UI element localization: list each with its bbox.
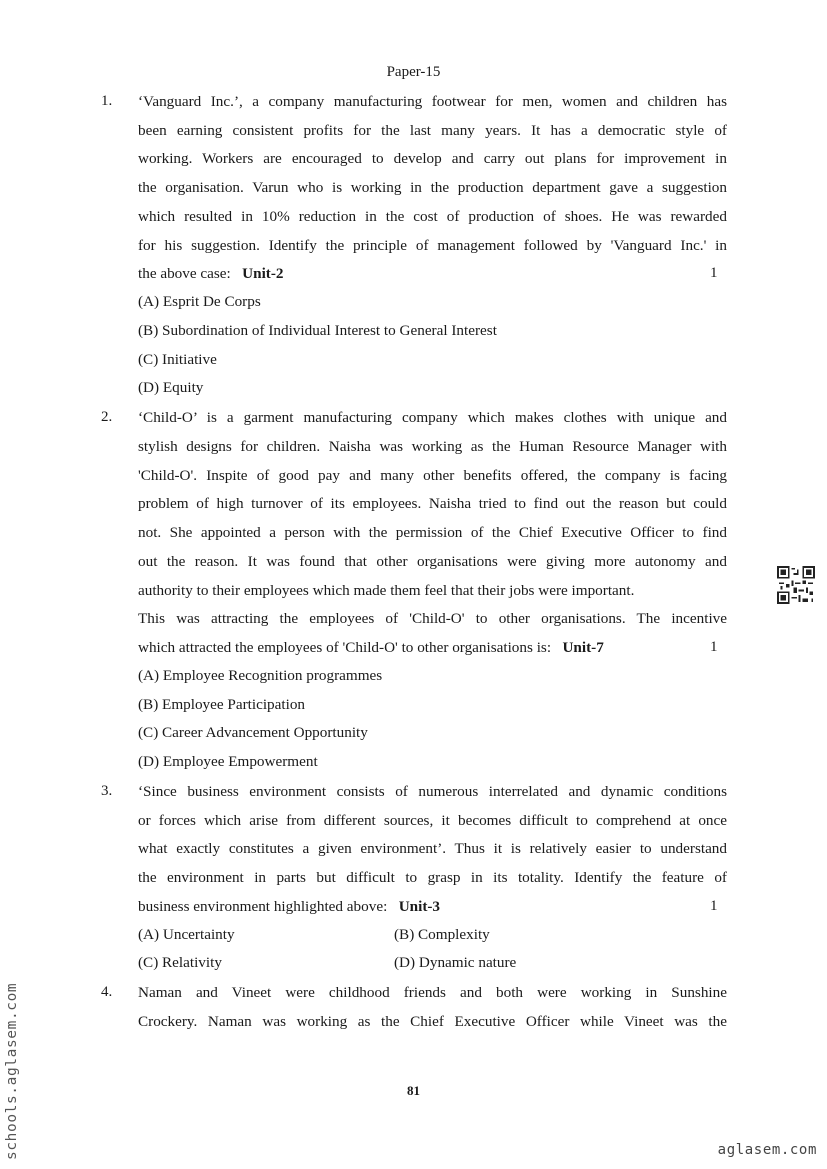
question-number: 3. bbox=[101, 783, 113, 799]
question-text: the above case: bbox=[138, 265, 231, 282]
question-last-line bbox=[138, 264, 727, 284]
option-a: (A) Employee Recognition programmes bbox=[138, 667, 383, 684]
question-text: which attracted the employees of 'Child-O' to other organisations is: bbox=[138, 639, 552, 656]
question-text-line: the environment in parts but difficult to grasp in its totality. Identify the feature of bbox=[138, 869, 727, 886]
question-last-line bbox=[138, 638, 727, 658]
question-text-line: the organisation. Varun who is working in the production department gave a suggestion bbox=[138, 179, 727, 196]
question-last-line bbox=[138, 897, 727, 917]
qr-code-icon bbox=[776, 566, 816, 604]
option-b: (B) Subordination of Individual Interest to General Interest bbox=[138, 322, 497, 339]
question-text-line: Crockery. Naman was working as the Chief Executive Officer while Vineet was the bbox=[138, 1013, 727, 1030]
marks: 1 bbox=[710, 898, 718, 914]
question-text-line: ‘Child-O’ is a garment manufacturing company which makes clothes with unique and bbox=[138, 409, 727, 426]
question-text-line: not. She appointed a person with the permission of the Chief Executive Officer to find bbox=[138, 524, 727, 541]
question-text-line: or forces which arise from different sources, it becomes difficult to comprehend at once bbox=[138, 812, 727, 829]
option-b: (B) Complexity bbox=[394, 926, 490, 943]
question-text-line: ‘Vanguard Inc.’, a company manufacturing footwear for men, women and children has bbox=[138, 93, 727, 110]
question-text-line: for his suggestion. Identify the principle of management followed by 'Vanguard Inc.' in bbox=[138, 237, 727, 254]
question-text-line: authority to their employees which made them feel that their jobs were important. bbox=[138, 582, 635, 599]
question-text-line: which resulted in 10% reduction in the cost of production of shoes. He was rewarded bbox=[138, 208, 727, 225]
question-text-line: ‘Since business environment consists of numerous interrelated and dynamic conditions bbox=[138, 783, 727, 800]
question-text-line: what exactly constitutes a given environment’. Thus it is relatively easier to understand bbox=[138, 840, 727, 857]
option-c: (C) Initiative bbox=[138, 351, 217, 368]
question-number: 1. bbox=[101, 93, 113, 109]
question-number: 2. bbox=[101, 409, 113, 425]
option-b: (B) Employee Participation bbox=[138, 696, 306, 713]
question-text-line: out the reason. It was found that other organisations were giving more autonomy and bbox=[138, 553, 727, 570]
option-c: (C) Career Advancement Opportunity bbox=[138, 724, 368, 741]
page-number: 81 bbox=[407, 1083, 420, 1098]
option-c: (C) Relativity bbox=[138, 954, 222, 971]
side-watermark: schools.aglasem.com bbox=[4, 982, 20, 1160]
option-a: (A) Uncertainty bbox=[138, 926, 235, 943]
question-text-line: Naman and Vineet were childhood friends and both were working in Sunshine bbox=[138, 984, 727, 1001]
option-a: (A) Esprit De Corps bbox=[138, 293, 261, 310]
question-text-line: stylish designs for children. Naisha was working as the Human Resource Manager with bbox=[138, 438, 727, 455]
question-text-line: working. Workers are encouraged to develop and carry out plans for improvement in bbox=[138, 150, 727, 167]
question-text-line: problem of high turnover of its employees. Naisha tried to find out the reason but could bbox=[138, 495, 727, 512]
unit-label: Unit-2 bbox=[242, 265, 284, 282]
unit-label: Unit-7 bbox=[562, 639, 604, 656]
question-number: 4. bbox=[101, 984, 113, 1000]
option-d: (D) Employee Empowerment bbox=[138, 753, 318, 770]
option-d: (D) Equity bbox=[138, 379, 204, 396]
marks: 1 bbox=[710, 639, 718, 655]
question-text-line: 'Child-O'. Inspite of good pay and many other benefits offered, the company is facing bbox=[138, 467, 727, 484]
page-title: Paper-15 bbox=[386, 64, 441, 80]
option-d: (D) Dynamic nature bbox=[394, 954, 517, 971]
question-text-line: been earning consistent profits for the last many years. It has a democratic style of bbox=[138, 122, 727, 139]
question-text-line: This was attracting the employees of 'Child-O' to other organisations. The incentive bbox=[138, 610, 727, 627]
marks: 1 bbox=[710, 265, 718, 281]
corner-watermark: aglasem.com bbox=[717, 1142, 817, 1158]
unit-label: Unit-3 bbox=[398, 898, 441, 915]
question-text: business environment highlighted above: bbox=[138, 898, 388, 915]
